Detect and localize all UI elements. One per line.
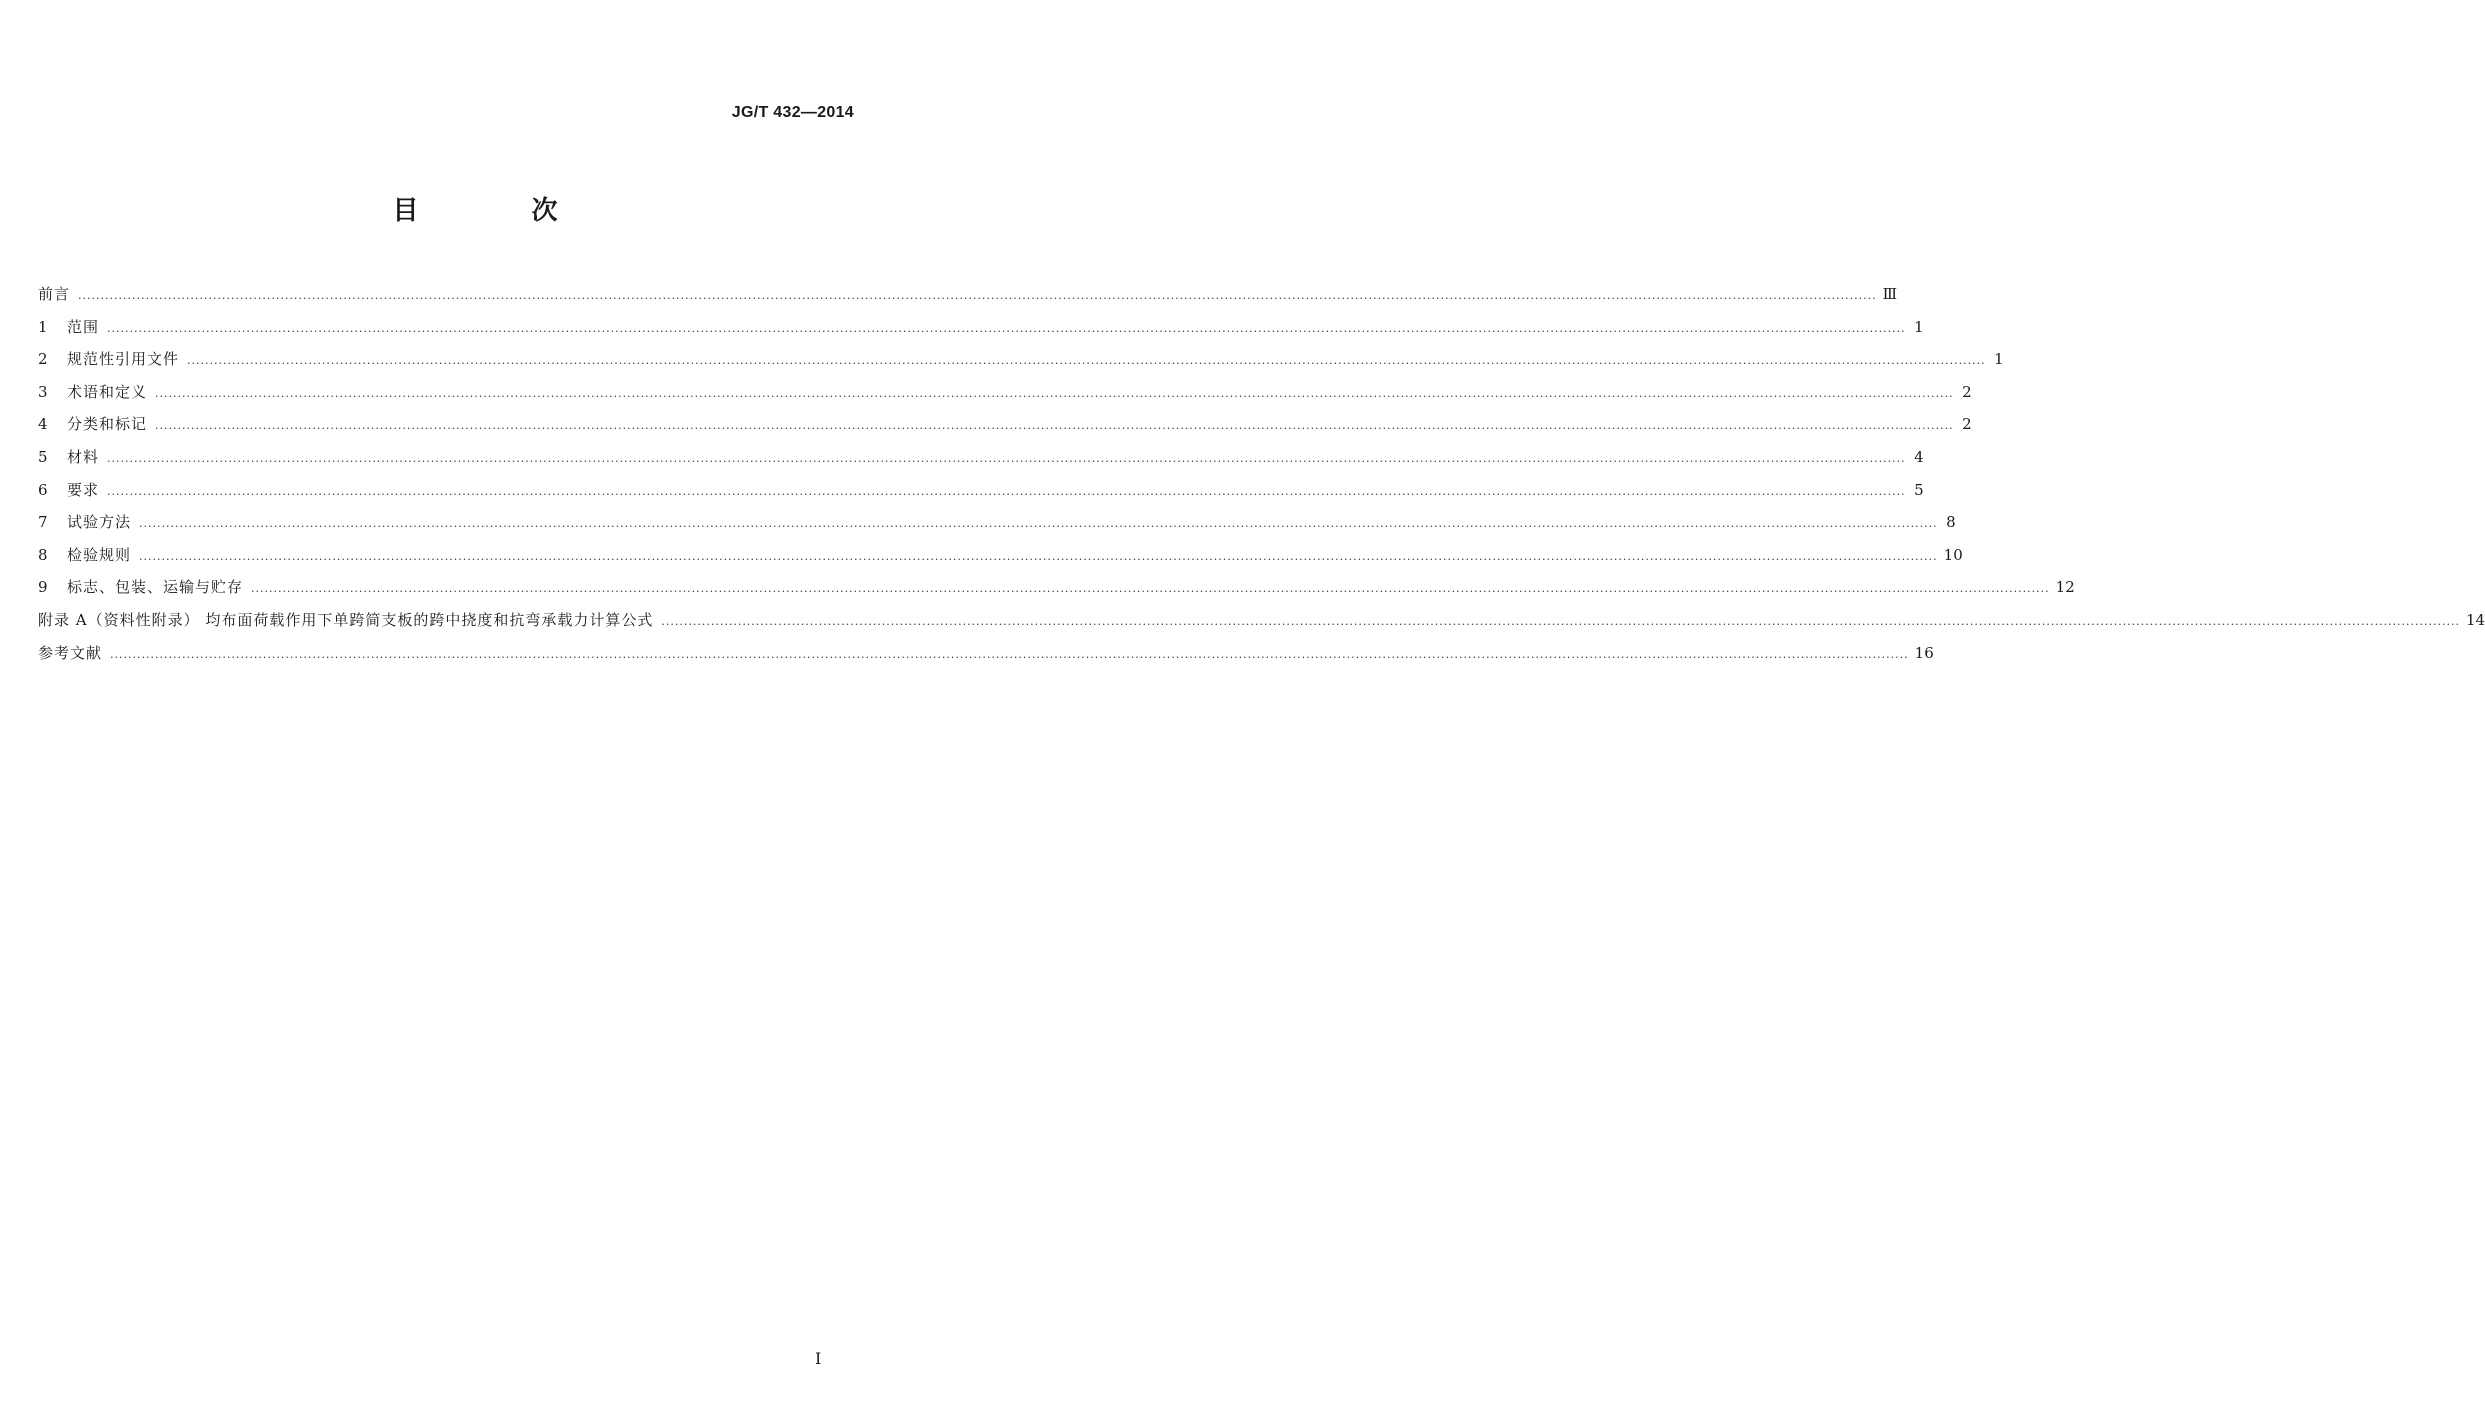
toc-entry-number: 2 [38, 350, 48, 369]
toc-entry-page: 10 [1943, 545, 1963, 564]
toc-entry-8[interactable] [38, 543, 1963, 576]
toc-entry-text: 前言 [38, 285, 71, 303]
leader-dots: ................................................................................................................................................................................................................................................................................................................................................................................................................ [139, 549, 1938, 563]
leader-dots: ................................................................................................................................................................................................................................................................................................................................................................................................................ [78, 289, 1877, 302]
toc-entry-text: 附录 A（资料性附录） 均布面荷载作用下单跨简支板的跨中挠度和抗弯承载力计算公式 [38, 610, 654, 629]
toc-entry-number: 7 [38, 513, 48, 532]
leader-dots: ................................................................................................................................................................................................................................................................................................................................................................................................................ [155, 419, 1954, 433]
leader-dots: ................................................................................................................................................................................................................................................................................................................................................................................................................ [107, 484, 1906, 498]
toc-entry-1[interactable] [38, 315, 1924, 348]
toc-entry-text: 标志、包装、运输与贮存 [67, 578, 244, 597]
leader-dots: ................................................................................................................................................................................................................................................................................................................................................................................................................ [187, 354, 1986, 368]
leader-dots: ................................................................................................................................................................................................................................................................................................................................................................................................................ [139, 517, 1938, 531]
toc-entry-text: 范围 [67, 317, 100, 336]
toc-entry-page: 14 [2466, 610, 2485, 629]
toc-entry-page: Ⅲ [1882, 285, 1898, 303]
toc-entry-5[interactable] [38, 445, 1924, 478]
toc-entry-text: 术语和定义 [67, 382, 148, 401]
page-title: 目 次 [392, 196, 610, 226]
toc-entry-page: 16 [1914, 643, 1934, 662]
toc-entry-page: 2 [1962, 382, 1972, 401]
toc-entry-references[interactable] [38, 641, 1934, 674]
toc-entry-number: 5 [38, 447, 48, 466]
toc-entry-page: 1 [1994, 350, 2004, 369]
leader-dots: ................................................................................................................................................................................................................................................................................................................................................................................................................ [661, 614, 2461, 628]
toc-entry-text: 试验方法 [67, 513, 132, 532]
toc-entry-page: 5 [1914, 480, 1924, 499]
leader-dots: ................................................................................................................................................................................................................................................................................................................................................................................................................ [107, 451, 1906, 465]
toc-entry-text: 材料 [67, 447, 100, 466]
toc-entry-number: 3 [38, 382, 48, 401]
toc-entry-4[interactable] [38, 412, 1972, 445]
leader-dots: ................................................................................................................................................................................................................................................................................................................................................................................................................ [110, 647, 1909, 661]
table-of-contents [38, 282, 2485, 673]
toc-entry-2[interactable] [38, 347, 2004, 380]
toc-entry-page: 8 [1946, 513, 1956, 532]
toc-entry-text: 分类和标记 [67, 415, 148, 434]
leader-dots: ................................................................................................................................................................................................................................................................................................................................................................................................................ [107, 321, 1906, 335]
toc-entry-number: 9 [38, 578, 48, 597]
page-number: I [815, 1349, 822, 1368]
standard-number: JG/T 432—2014 [731, 104, 854, 121]
toc-entry-number: 8 [38, 545, 48, 564]
toc-entry-text: 检验规则 [67, 545, 132, 564]
toc-entry-page: 12 [2055, 578, 2075, 597]
toc-entry-page: 1 [1914, 317, 1924, 336]
leader-dots: ................................................................................................................................................................................................................................................................................................................................................................................................................ [155, 386, 1954, 400]
toc-entry-number: 6 [38, 480, 48, 499]
toc-entry-page: 2 [1962, 415, 1972, 434]
toc-entry-9[interactable] [38, 575, 2075, 608]
toc-entry-6[interactable] [38, 478, 1924, 511]
toc-entry-page: 4 [1914, 447, 1924, 466]
toc-entry-3[interactable] [38, 380, 1972, 413]
toc-entry-number: 4 [38, 415, 48, 434]
leader-dots: ................................................................................................................................................................................................................................................................................................................................................................................................................ [251, 582, 2050, 596]
toc-entry-7[interactable] [38, 510, 1956, 543]
toc-entry-text: 规范性引用文件 [67, 350, 180, 369]
toc-entry-text: 要求 [67, 480, 100, 499]
toc-entry-text: 参考文献 [38, 643, 103, 662]
toc-entry-foreword[interactable] [38, 282, 1898, 315]
toc-entry-appendix-a[interactable] [38, 608, 2485, 641]
toc-entry-number: 1 [38, 317, 48, 336]
